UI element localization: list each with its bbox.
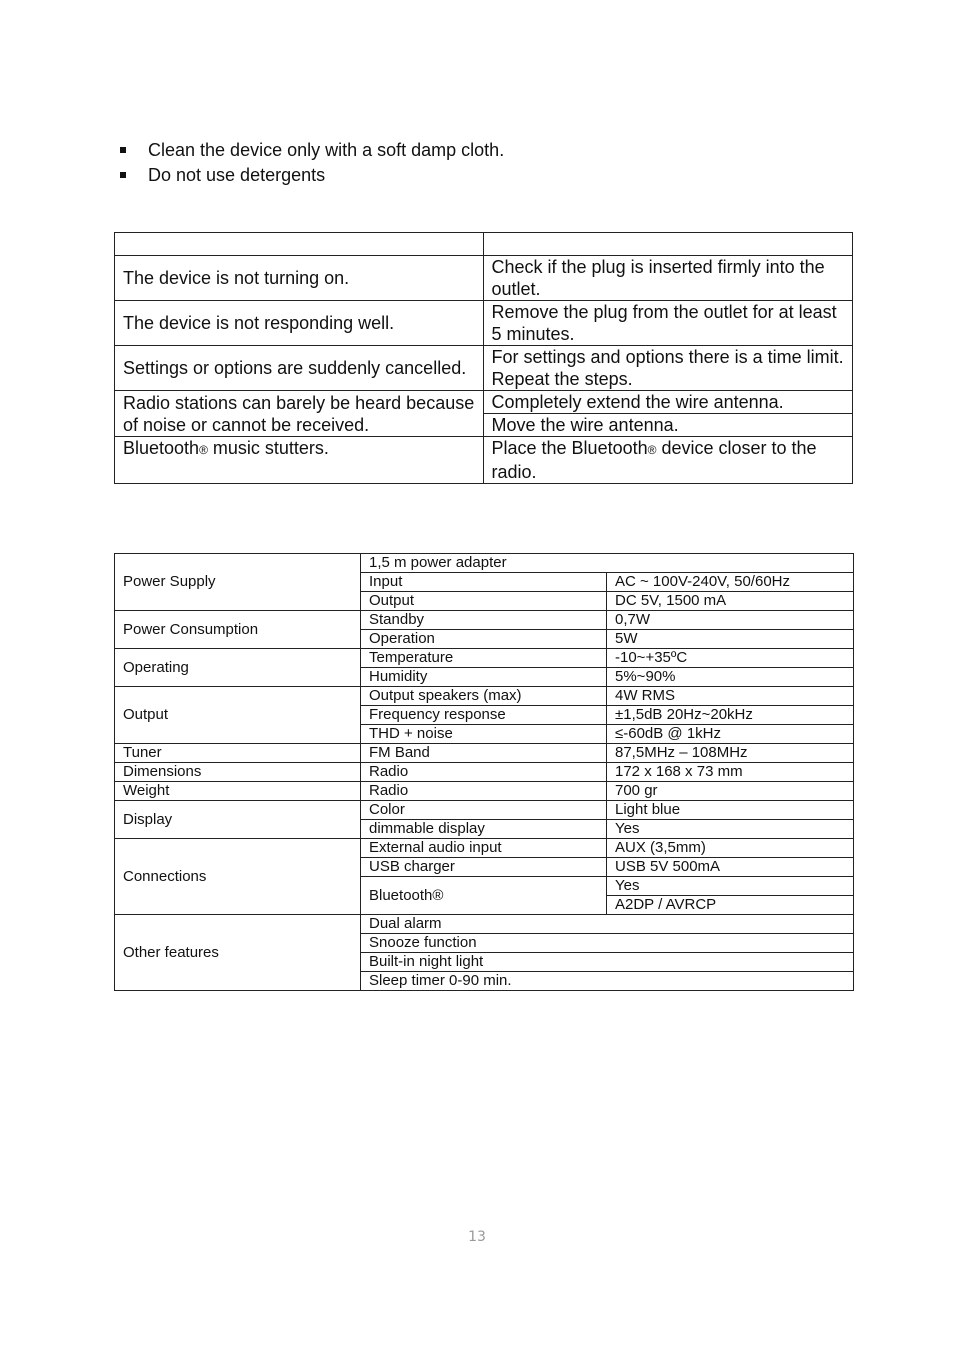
spec-value: ±1,5dB 20Hz~20kHz (607, 706, 854, 725)
spec-category: Weight (115, 782, 361, 801)
spec-category: Power Supply (115, 554, 361, 611)
spec-item: 1,5 m power adapter (361, 554, 854, 573)
problem-cell: Radio stations can barely be heard because of noise or cannot be received. (115, 391, 484, 437)
bullet-text: Do not use detergents (148, 165, 326, 185)
spec-label: Radio (361, 763, 607, 782)
spec-value: 172 x 168 x 73 mm (607, 763, 854, 782)
spec-category: Power Consumption (115, 611, 361, 649)
table-row (115, 301, 853, 346)
spec-category: Display (115, 801, 361, 839)
spec-label: External audio input (361, 839, 607, 858)
solution-text: device closer to the radio. (491, 438, 817, 482)
problem-cell: The device is not responding well. (115, 301, 484, 346)
spec-item: Snooze function (361, 934, 854, 953)
spec-label: USB charger (361, 858, 607, 877)
spec-value: Light blue (607, 801, 854, 820)
spec-label: Color (361, 801, 607, 820)
table-row (115, 687, 854, 706)
solution-cell (483, 437, 853, 484)
spec-value: DC 5V, 1500 mA (607, 592, 854, 611)
solution-text: Place the Bluetooth (491, 438, 648, 458)
care-instructions-list (118, 138, 504, 188)
page-number: 13 (468, 1229, 486, 1245)
table-row (115, 915, 854, 934)
spec-value: ≤-60dB @ 1kHz (607, 725, 854, 744)
spec-value: -10~+35ºC (607, 649, 854, 668)
spec-value: 0,7W (607, 611, 854, 630)
solution-cell: Remove the plug from the outlet for at least 5 minutes. (483, 301, 853, 346)
bullet-item (118, 163, 504, 188)
spec-label: FM Band (361, 744, 607, 763)
table-row (115, 346, 853, 391)
spec-value: 5%~90% (607, 668, 854, 687)
problem-cell (115, 437, 484, 484)
spec-label: Temperature (361, 649, 607, 668)
spec-category: Tuner (115, 744, 361, 763)
spec-value: Yes (607, 820, 854, 839)
table-row (115, 554, 854, 573)
spec-label: Operation (361, 630, 607, 649)
spec-item: Dual alarm (361, 915, 854, 934)
solution-cell: Completely extend the wire antenna. (483, 391, 853, 414)
table-row (115, 801, 854, 820)
spec-label: Output (361, 592, 607, 611)
solution-cell: Check if the plug is inserted firmly into the outlet. (483, 256, 853, 301)
spec-category: Output (115, 687, 361, 744)
spec-label: Frequency response (361, 706, 607, 725)
spec-label: Bluetooth® (361, 877, 607, 915)
spec-value: 87,5MHz – 108MHz (607, 744, 854, 763)
table-row (115, 611, 854, 630)
spec-category: Connections (115, 839, 361, 915)
bullet-square-icon (120, 172, 126, 178)
spec-label: dimmable display (361, 820, 607, 839)
table-row (115, 763, 854, 782)
spec-label: Output speakers (max) (361, 687, 607, 706)
spec-value: AUX (3,5mm) (607, 839, 854, 858)
table-row (115, 782, 854, 801)
spec-category: Other features (115, 915, 361, 991)
spec-value: USB 5V 500mA (607, 858, 854, 877)
spec-category: Operating (115, 649, 361, 687)
bullet-text: Clean the device only with a soft damp cloth. (148, 140, 505, 160)
spec-label: Humidity (361, 668, 607, 687)
table-row (115, 744, 854, 763)
table-row (115, 256, 853, 301)
spec-item: Built-in night light (361, 953, 854, 972)
spec-value: 700 gr (607, 782, 854, 801)
spec-value: 4W RMS (607, 687, 854, 706)
bullet-square-icon (120, 147, 126, 153)
table-row (115, 649, 854, 668)
problem-cell: The device is not turning on. (115, 256, 484, 301)
bullet-item (118, 138, 504, 163)
spec-item: Sleep timer 0-90 min. (361, 972, 854, 991)
solution-cell: For settings and options there is a time limit. Repeat the steps. (483, 346, 853, 391)
spec-label: THD + noise (361, 725, 607, 744)
spec-label: Standby (361, 611, 607, 630)
header-cell-problem (115, 233, 484, 256)
table-row (115, 391, 853, 414)
troubleshooting-table (114, 232, 853, 484)
spec-value: AC ~ 100V-240V, 50/60Hz (607, 573, 854, 592)
spec-value: A2DP / AVRCP (607, 896, 854, 915)
table-row (115, 839, 854, 858)
problem-cell: Settings or options are suddenly cancelled. (115, 346, 484, 391)
table-row (115, 437, 853, 484)
registered-mark: ® (199, 443, 208, 457)
spec-value: 5W (607, 630, 854, 649)
spec-label: Radio (361, 782, 607, 801)
specifications-table (114, 553, 854, 991)
registered-mark: ® (647, 443, 657, 457)
table-header-row (115, 233, 853, 256)
spec-value: Yes (607, 877, 854, 896)
spec-label: Input (361, 573, 607, 592)
problem-text: music stutters. (207, 438, 329, 458)
solution-cell: Move the wire antenna. (483, 414, 853, 437)
spec-category: Dimensions (115, 763, 361, 782)
problem-text: Bluetooth (123, 438, 200, 458)
header-cell-solution (483, 233, 853, 256)
